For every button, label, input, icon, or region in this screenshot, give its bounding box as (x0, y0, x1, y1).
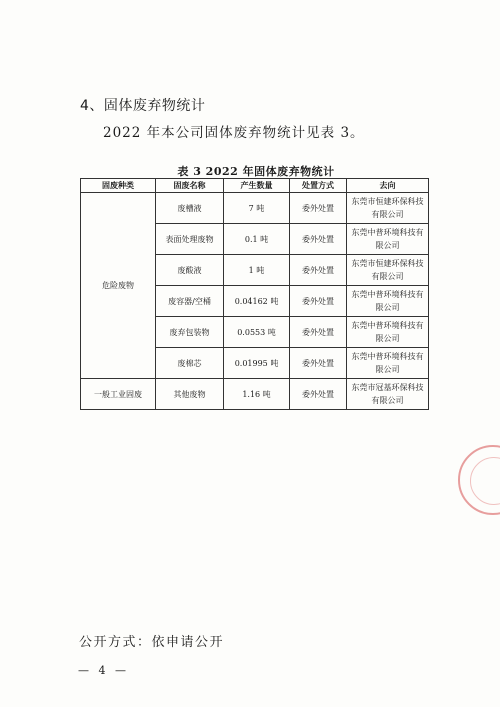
disposal-cell: 委外处置 (290, 348, 347, 379)
quantity-cell: 0.01995 吨 (224, 348, 290, 379)
disclosure-method: 公开方式：依申请公开 (79, 635, 225, 650)
quantity-cell: 0.0553 吨 (224, 317, 290, 348)
waste-name-cell: 废槽液 (156, 193, 224, 224)
table-header-row (81, 179, 429, 193)
waste-name-cell: 其他废物 (156, 379, 224, 410)
destination-cell: 东莞中普环境科技有限公司 (347, 348, 429, 379)
waste-category-cell: 危险废物 (81, 193, 156, 379)
page-number: — 4 — (78, 664, 129, 677)
waste-name-cell: 表面处理废物 (156, 224, 224, 255)
table-row (81, 193, 429, 224)
column-header: 处置方式 (290, 179, 347, 193)
waste-name-cell: 废容器/空桶 (156, 286, 224, 317)
waste-category-cell: 一般工业固废 (81, 379, 156, 410)
waste-name-cell: 废弃包装物 (156, 317, 224, 348)
quantity-cell: 1 吨 (224, 255, 290, 286)
disposal-cell: 委外处置 (290, 286, 347, 317)
disposal-cell: 委外处置 (290, 193, 347, 224)
section-heading: 4、固体废弃物统计 (80, 98, 206, 114)
disposal-cell: 委外处置 (290, 379, 347, 410)
quantity-cell: 0.04162 吨 (224, 286, 290, 317)
waste-name-cell: 废酸液 (156, 255, 224, 286)
intro-paragraph: 2022 年本公司固体废弃物统计见表 3。 (103, 125, 365, 141)
column-header: 产生数量 (224, 179, 290, 193)
column-header: 固废种类 (81, 179, 156, 193)
quantity-cell: 0.1 吨 (224, 224, 290, 255)
table-row (81, 379, 429, 410)
column-header: 去向 (347, 179, 429, 193)
disposal-cell: 委外处置 (290, 317, 347, 348)
destination-cell: 东莞市恒建环保科技有限公司 (347, 193, 429, 224)
destination-cell: 东莞中普环境科技有限公司 (347, 286, 429, 317)
seal-stamp (458, 445, 500, 515)
destination-cell: 东莞市恒建环保科技有限公司 (347, 255, 429, 286)
quantity-cell: 1.16 吨 (224, 379, 290, 410)
destination-cell: 东莞市冠基环保科技有限公司 (347, 379, 429, 410)
table-caption: 表 3 2022 年固体废弃物统计 (177, 165, 335, 178)
quantity-cell: 7 吨 (224, 193, 290, 224)
column-header: 固废名称 (156, 179, 224, 193)
disposal-cell: 委外处置 (290, 255, 347, 286)
disposal-cell: 委外处置 (290, 224, 347, 255)
destination-cell: 东莞中普环境科技有限公司 (347, 224, 429, 255)
solid-waste-table (80, 178, 429, 410)
waste-name-cell: 废棉芯 (156, 348, 224, 379)
destination-cell: 东莞中普环境科技有限公司 (347, 317, 429, 348)
